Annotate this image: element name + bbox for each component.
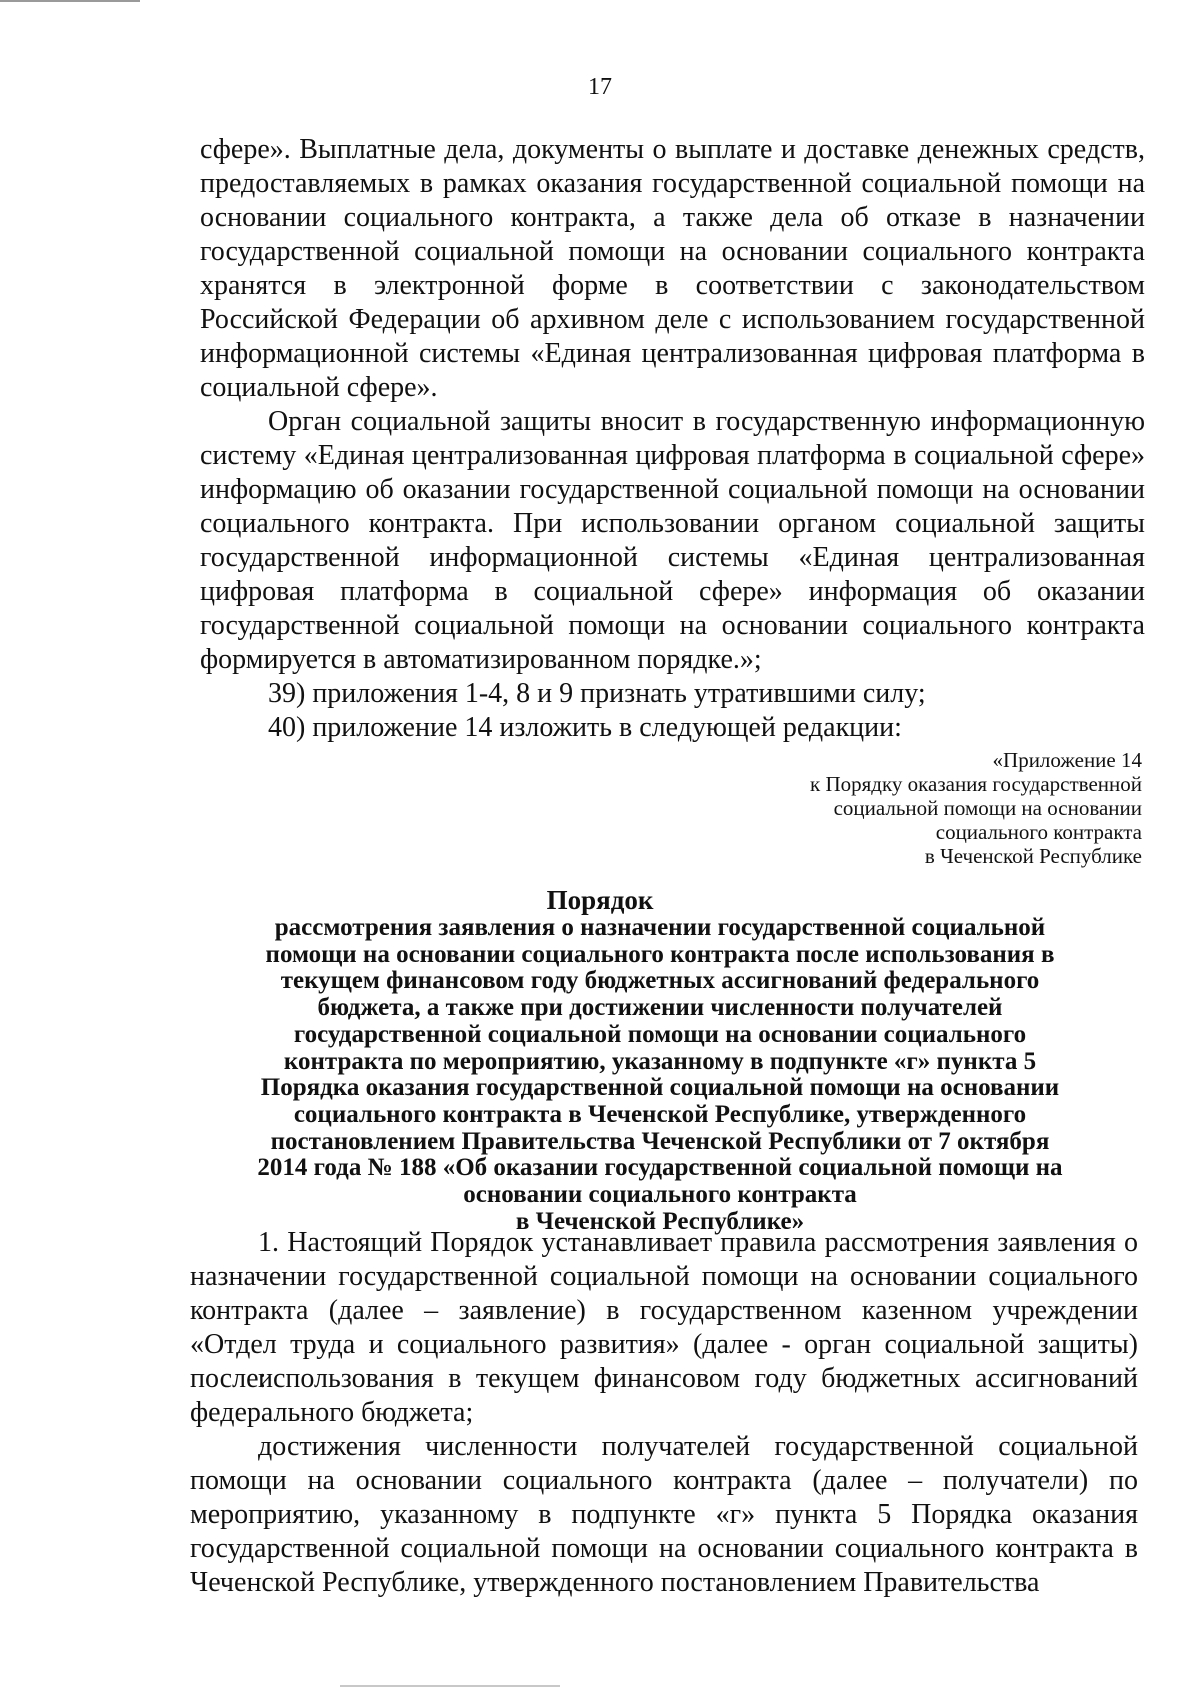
subtitle-line: бюджета, а также при достижении численности получателей [317, 994, 1003, 1022]
document-subtitle [180, 915, 1140, 1235]
paragraph-archive: сфере». Выплатные дела, документы о выплате и доставке денежных средств, предоставляемых в рамках оказания государственной социальной помощи на основании социального контракта, а также дела об отказе в назначении государственной социальной помощи на основании социального контракта хранятся в электронной форме в соответствии с законодательством Российской Федерации об архивном деле с использованием государственной информационной системы «Единая централизованная цифровая платформа в социальной сфере». [200, 134, 1145, 403]
paragraph-recipients: достижения численности получателей государственной социальной помощи на основании социального контракта (далее – получатели) по мероприятию, указанному в подпункте «г» пункта 5 Порядка оказания государственной социальной помощи на основании социального контракта в Чеченской Республике, утвержденного постановлением Правительства [190, 1431, 1138, 1598]
appendix-line: «Приложение 14 [992, 748, 1142, 772]
list-item-39: 39) приложения 1-4, 8 и 9 признать утратившими силу; [268, 678, 926, 709]
scan-bottom-mark [340, 1685, 560, 1687]
subtitle-line: основании социального контракта [463, 1181, 857, 1209]
subtitle-line: текущем финансовом году бюджетных ассигнований федерального [280, 967, 1040, 995]
paragraph-scope: 1. Настоящий Порядок устанавливает правила рассмотрения заявления о назначении государственной социальной помощи на основании социального контракта (далее – заявление) в государственном казенном учреждении «Отдел труда и социального развития» (далее - орган социальной защиты) после: [190, 1227, 1138, 1394]
appendix-reference [722, 748, 1142, 868]
appendix-line: социальной помощи на основании [833, 796, 1142, 820]
subtitle-line: государственной социальной помощи на основании социального [293, 1020, 1027, 1048]
page-number: 17 [588, 74, 612, 100]
subtitle-line: Порядка оказания государственной социальной помощи на основании [260, 1074, 1060, 1102]
list-item-40: 40) приложение 14 изложить в следующей редакции: [268, 712, 902, 743]
paragraph-information-system: Орган социальной защиты вносит в государственную информационную систему «Единая централизованная цифровая платформа в социальной сфере» информацию об оказании государственной социальной помощи на основании социального контракта. При использовании органом социальной защиты государственной информационной системы «Единая централизованная цифровая платформа в социальной сфере» информация об оказании государственной социальной помощи на основании социального контракта формируется в автоматизированном порядке.»; [200, 406, 1145, 675]
paragraph-budget-use: использования в текущем финансовом году бюджетных ассигнований федерального бюджета; [190, 1363, 1138, 1428]
subtitle-line: социального контракта в Чеченской Республике, утвержденного [293, 1100, 1027, 1128]
subtitle-line: рассмотрения заявления о назначении государственной социальной [274, 914, 1046, 941]
appendix-line: социального контракта [935, 820, 1142, 844]
appendix-line: в Чеченской Республике [924, 844, 1142, 868]
document-title: Порядок [546, 885, 654, 915]
appendix-line: к Порядку оказания государственной [810, 772, 1142, 796]
subtitle-line: помощи на основании социального контракта после использования в [265, 940, 1055, 968]
subtitle-line: в Чеченской Республике» [515, 1207, 805, 1235]
subtitle-line: контракта по мероприятию, указанному в подпункте «г» пункта 5 [283, 1047, 1037, 1075]
scan-edge-mark [0, 0, 140, 2]
subtitle-line: 2014 года № 188 «Об оказании государственной социальной помощи на [257, 1154, 1063, 1182]
subtitle-line: постановлением Правительства Чеченской Республики от 7 октября [270, 1127, 1050, 1155]
